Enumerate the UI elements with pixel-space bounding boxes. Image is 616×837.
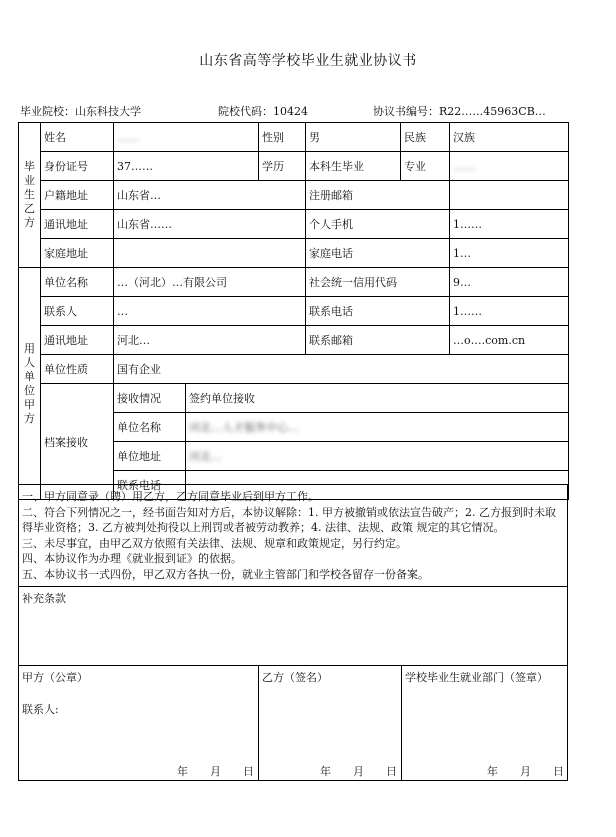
employer-section-label: 用人单位甲方 bbox=[19, 268, 41, 500]
employer-row-3 bbox=[19, 326, 569, 355]
archive-addr-value[interactable]: 河北… bbox=[186, 442, 569, 471]
student-row-4 bbox=[19, 210, 569, 239]
mobile-value[interactable]: 1…… bbox=[450, 210, 569, 239]
agreement-terms bbox=[18, 484, 568, 586]
archive-status-label: 接收情况 bbox=[114, 384, 186, 413]
credit-code-label: 社会统一信用代码 bbox=[306, 268, 450, 297]
school-dept-date: 年 月 日 bbox=[487, 765, 564, 778]
term-2: 二、符合下列情况之一，经书面告知对方后，本协议解除：1. 甲方被撤销或依法宣告破产；2. 乙方报到时未取得毕业资格；3. 乙方被判处拘役以上刑罚或者被劳动教养；4. 法律、法规、政策 规定的其它情况。 bbox=[22, 505, 556, 535]
archive-addr-label: 单位地址 bbox=[114, 442, 186, 471]
addr-value[interactable]: 山东省…… bbox=[114, 210, 306, 239]
supplement-box[interactable] bbox=[18, 586, 568, 666]
employer-email-label: 联系邮箱 bbox=[306, 326, 450, 355]
term-1: 一、甲方同意录（聘）用乙方，乙方同意毕业后到甲方工作。 bbox=[22, 490, 319, 503]
mobile-label: 个人手机 bbox=[306, 210, 450, 239]
major-value[interactable]: …… bbox=[450, 152, 569, 181]
student-section-label: 毕业生乙方 bbox=[19, 123, 41, 268]
school-code: 院校代码：10424 bbox=[218, 105, 308, 118]
employer-phone-value[interactable]: 1…… bbox=[450, 297, 569, 326]
term-4: 四、本协议作为办理《就业报到证》的依据。 bbox=[22, 552, 242, 566]
term-5: 五、本协议书一式四份，甲乙双方各执一份，就业主管部门和学校各留存一份备案。 bbox=[22, 567, 429, 581]
employer-name-label: 单位名称 bbox=[41, 268, 114, 297]
hukou-value[interactable]: 山东省… bbox=[114, 181, 306, 210]
major-label: 专业 bbox=[401, 152, 450, 181]
employer-addr-label: 通讯地址 bbox=[41, 326, 114, 355]
party-b-date: 年 月 日 bbox=[320, 765, 397, 778]
archive-status-value[interactable]: 签约单位接收 bbox=[186, 384, 569, 413]
archive-unit-label: 单位名称 bbox=[114, 413, 186, 442]
party-a-date: 年 月 日 bbox=[177, 765, 254, 778]
student-row-2 bbox=[19, 152, 569, 181]
ethnic-label: 民族 bbox=[401, 123, 450, 152]
party-a-sign[interactable] bbox=[19, 665, 259, 780]
employer-row-1 bbox=[19, 268, 569, 297]
home-addr-label: 家庭地址 bbox=[41, 239, 114, 268]
employer-contact-label: 联系人 bbox=[41, 297, 114, 326]
student-row-3 bbox=[19, 181, 569, 210]
reg-email-label: 注册邮箱 bbox=[306, 181, 450, 210]
home-phone-label: 家庭电话 bbox=[306, 239, 450, 268]
ethnic-value[interactable]: 汉族 bbox=[450, 123, 569, 152]
party-a-label: 甲方（公章） bbox=[22, 671, 88, 684]
archive-row-1 bbox=[19, 384, 569, 413]
term-3: 三、未尽事宜，由甲乙双方依照有关法律、法规、规章和政策规定，另行约定。 bbox=[22, 536, 407, 550]
nature-value[interactable]: 国有企业 bbox=[114, 355, 569, 384]
credit-code-value[interactable]: 9… bbox=[450, 268, 569, 297]
edu-value[interactable]: 本科生毕业 bbox=[306, 152, 401, 181]
document-title: 山东省高等学校毕业生就业协议书 bbox=[199, 53, 417, 69]
party-b-label: 乙方（签名） bbox=[262, 671, 328, 684]
employer-contact-value[interactable]: … bbox=[114, 297, 306, 326]
contact-person-label: 联系人: bbox=[22, 703, 59, 716]
edu-label: 学历 bbox=[259, 152, 306, 181]
id-label: 身份证号 bbox=[41, 152, 114, 181]
employer-email-value[interactable]: …o….com.cn bbox=[450, 326, 569, 355]
gender-label: 性别 bbox=[259, 123, 306, 152]
student-row-5 bbox=[19, 239, 569, 268]
student-row-1 bbox=[19, 123, 569, 152]
nature-label: 单位性质 bbox=[41, 355, 114, 384]
employer-phone-label: 联系电话 bbox=[306, 297, 450, 326]
archive-phone-label: 联系电话 bbox=[114, 471, 186, 500]
employer-row-2 bbox=[19, 297, 569, 326]
employer-name-value[interactable]: …（河北）…有限公司 bbox=[114, 268, 306, 297]
student-name-value[interactable]: …… bbox=[114, 123, 259, 152]
archive-label: 档案接收 bbox=[41, 384, 114, 500]
name-label: 姓名 bbox=[41, 123, 114, 152]
home-phone-value[interactable]: 1… bbox=[450, 239, 569, 268]
party-b-sign[interactable] bbox=[259, 665, 402, 780]
employer-addr-value[interactable]: 河北… bbox=[114, 326, 306, 355]
id-value[interactable]: 37…… bbox=[114, 152, 259, 181]
agreement-table bbox=[18, 122, 569, 500]
archive-unit-value[interactable]: 河北…人才服务中心… bbox=[186, 413, 569, 442]
school-dept-sign[interactable] bbox=[402, 665, 568, 780]
home-addr-value[interactable] bbox=[114, 239, 306, 268]
hukou-label: 户籍地址 bbox=[41, 181, 114, 210]
addr-label: 通讯地址 bbox=[41, 210, 114, 239]
supplement-label: 补充条款 bbox=[22, 592, 66, 605]
school-name: 毕业院校：山东科技大学 bbox=[20, 105, 141, 118]
agreement-number: 协议书编号：R22……45963CB… bbox=[373, 105, 546, 118]
signature-area bbox=[18, 665, 568, 781]
reg-email-value[interactable] bbox=[450, 181, 569, 210]
gender-value[interactable]: 男 bbox=[306, 123, 401, 152]
school-dept-label: 学校毕业生就业部门（签章） bbox=[405, 671, 548, 684]
employer-row-4 bbox=[19, 355, 569, 384]
